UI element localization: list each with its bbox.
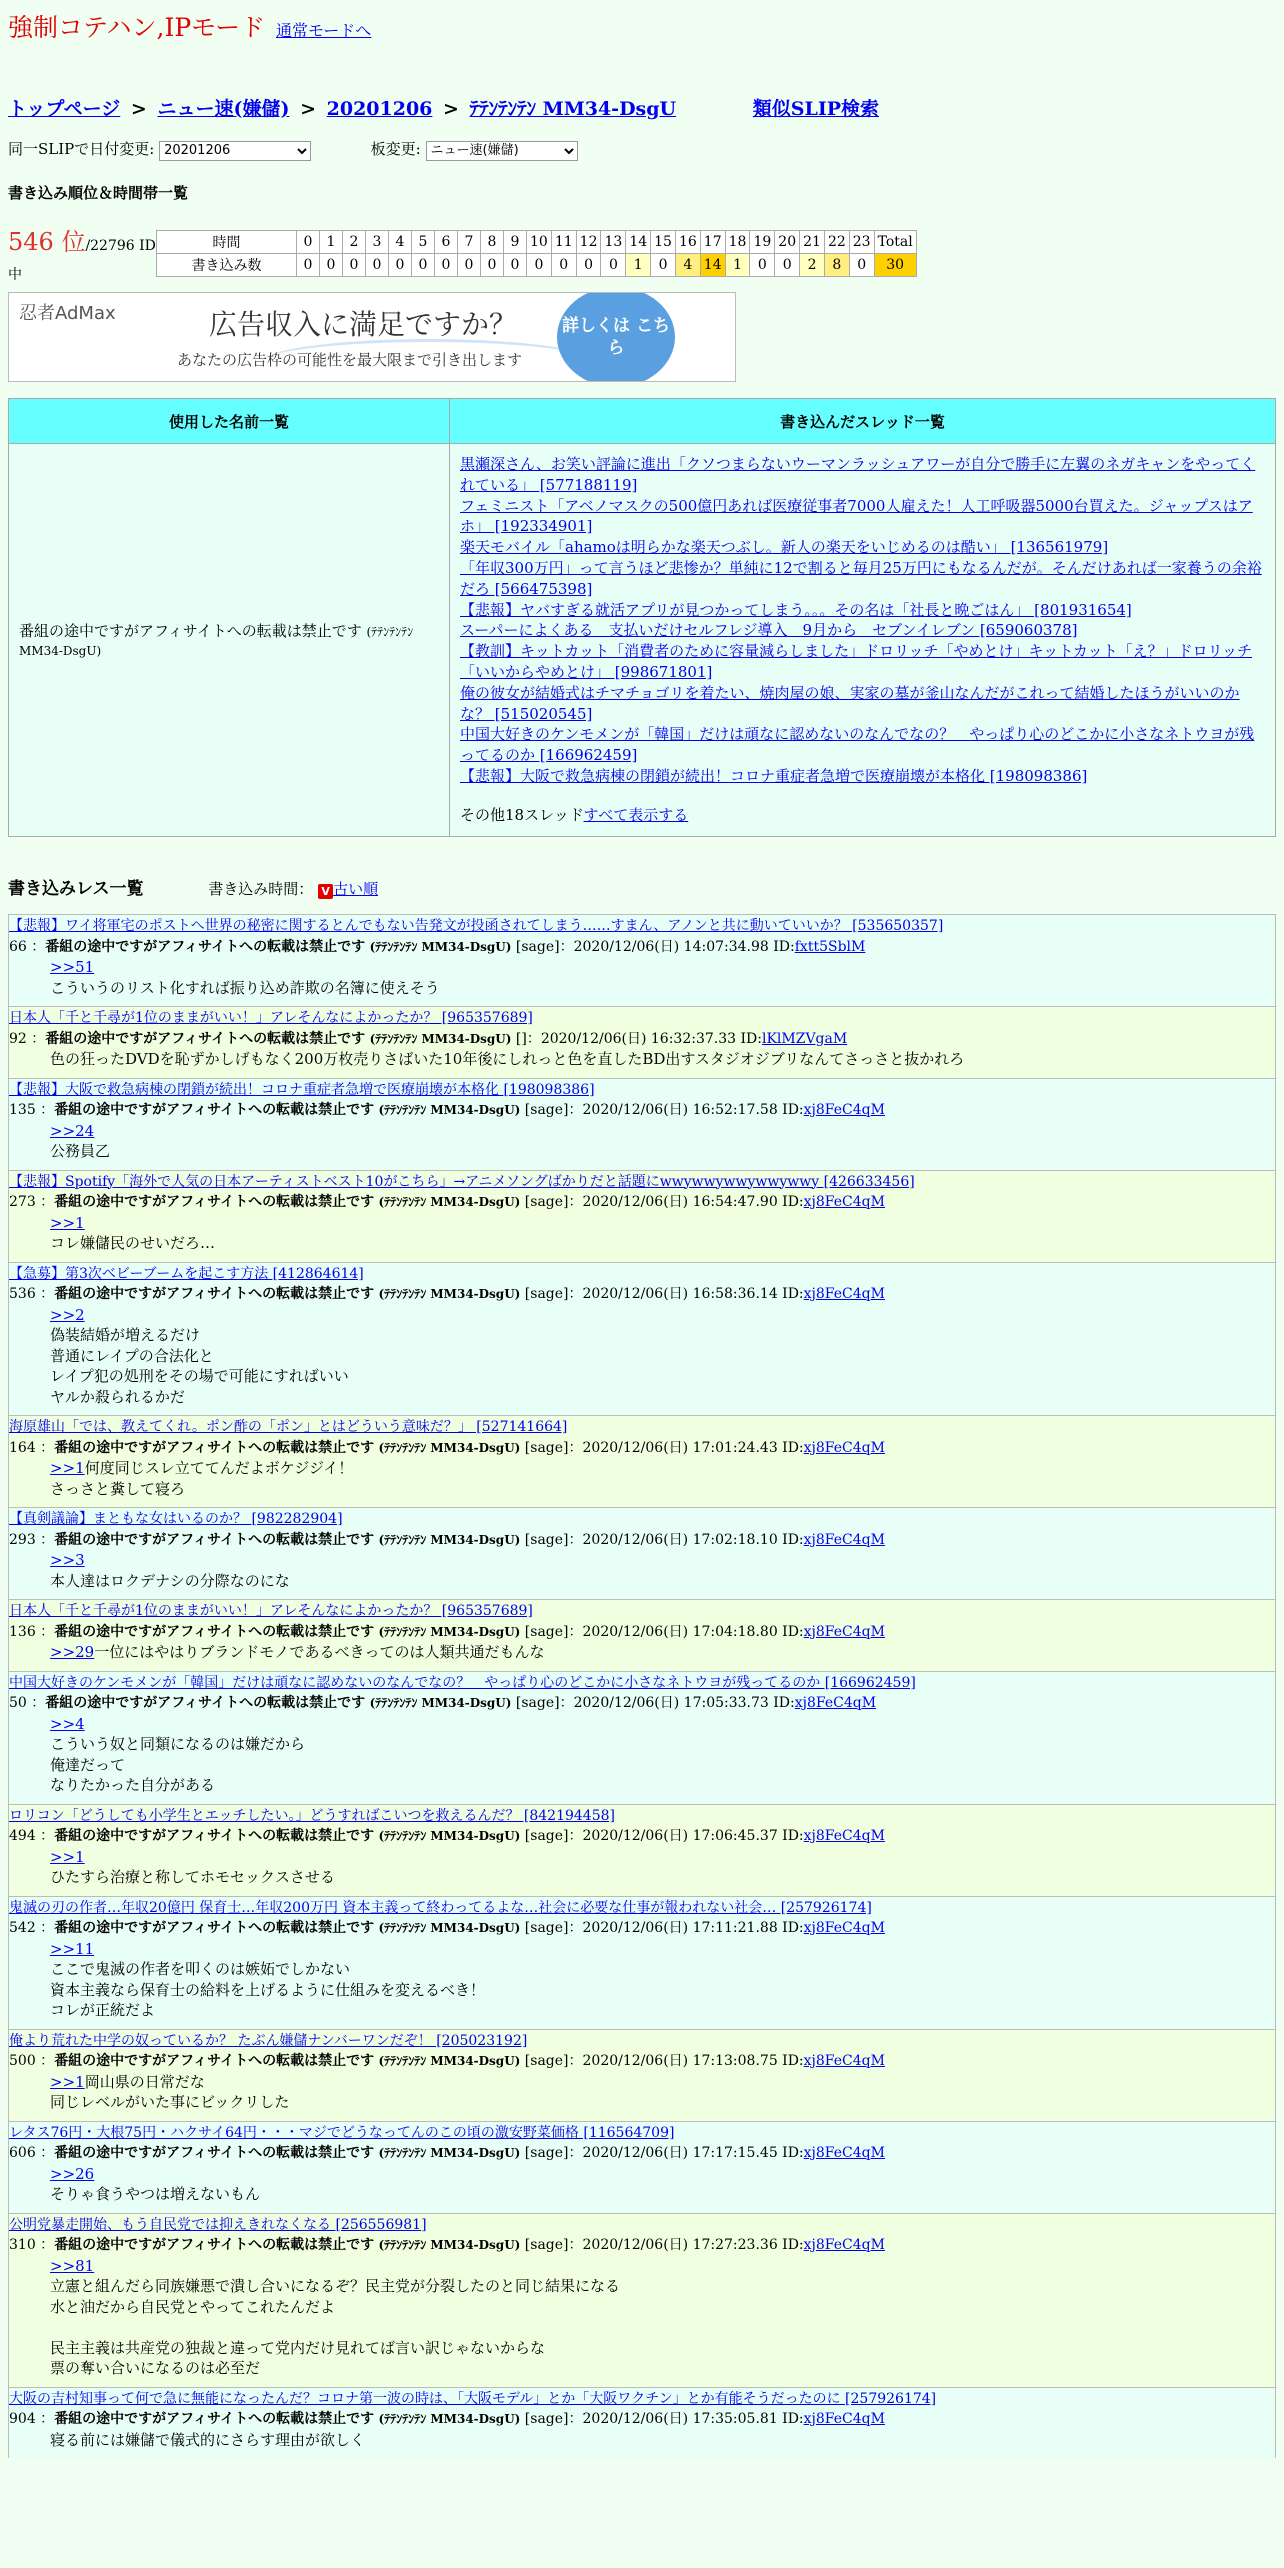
post-body [9,1714,1275,1796]
post-body [9,2072,1275,2113]
post-date: 2020/12/06(日) 16:58:36.14 ID: [582,1286,804,1302]
post-text: ここで鬼滅の作者を叩くのは嫉妬でしかない [50,1960,351,1978]
posts-title: 書き込みレス一覧 [8,879,144,899]
count-cell: 0 [343,254,366,277]
post-date: 2020/12/06(日) 16:52:17.58 ID: [582,1102,804,1118]
post-name: 番組の途中ですがアフィサイトへの転載は禁止です [54,1102,375,1118]
post-date: 2020/12/06(日) 17:02:18.10 ID: [582,1531,804,1548]
post-meta: 92 ：番組の途中ですがアフィサイトへの転載は禁止です (ﾃﾃﾝﾃﾝﾃﾝ MM34-DsgU) []：2020/12/06(日) 16:32:37.33 ID:lKlMZVgaM [9,1030,848,1047]
breadcrumb-sep: > [443,98,459,120]
post-meta: 904 ：番組の途中ですがアフィサイトへの転載は禁止です (ﾃﾃﾝﾃﾝﾃﾝ MM34-DsgU) [sage]：2020/12/06(日) 17:35:05.81 ID:xj8FeC4qM [9,2411,885,2427]
post-date: 2020/12/06(日) 16:54:47.90 ID: [582,1194,804,1210]
post-number: 542 [9,1920,36,1936]
post-body [9,2164,1275,2205]
post-text: 岡山県の日常だな [84,2072,205,2091]
post-mail: [sage]： [520,1920,583,1936]
poster-name: 番組の途中ですがアフィサイトへの転載は禁止です [19,622,362,641]
post-date: 2020/12/06(日) 17:35:05.81 ID: [582,2411,804,2427]
post-trip: (ﾃﾃﾝﾃﾝﾃﾝ MM34-DsgU) [369,939,512,954]
more-threads: その他18スレッドすべて表示する [460,805,689,824]
post-mail: [sage]： [520,1102,583,1118]
name-cell [9,444,450,837]
thread-cell [450,444,1276,837]
reply-anchor-link[interactable]: >>81 [50,2256,95,2275]
post-thread-link[interactable]: 大阪の吉村知事って何で急に無能になったんだ？コロナ第一波の時は、「大阪モデル」とか「大阪ワクチン」とか有能そうだったのに [257926174] [9,2390,937,2407]
post-text: ひたすら治療と称してホモセックスさせる [50,1868,335,1886]
post-number: 536 [9,1286,36,1302]
breadcrumb-id[interactable]: ﾃﾃﾝﾃﾝﾃﾝ MM34-DsgU [469,98,677,120]
post-date: 2020/12/06(日) 17:11:21.88 ID: [582,1920,804,1936]
poster-trip: (ﾃﾃﾝﾃﾝﾃﾝ MM34-DsgU) [19,625,414,659]
hour-cell: 12 [576,231,601,254]
post-item [8,914,1276,1006]
post-trip: (ﾃﾃﾝﾃﾝﾃﾝ MM34-DsgU) [378,1921,521,1935]
post-trip: (ﾃﾃﾝﾃﾝﾃﾝ MM34-DsgU) [369,1696,512,1710]
post-number: 494 [9,1828,36,1844]
hour-cell: 3 [366,231,389,254]
post-date: 2020/12/06(日) 16:32:37.33 ID: [540,1030,762,1047]
post-id-link[interactable]: xj8FeC4qM [803,1286,885,1302]
post-body [9,1305,1275,1408]
post-trip: (ﾃﾃﾝﾃﾝﾃﾝ MM34-DsgU) [369,1031,512,1046]
post-trip: (ﾃﾃﾝﾃﾝﾃﾝ MM34-DsgU) [378,1103,521,1117]
count-cell: 0 [651,254,676,277]
post-name: 番組の途中ですがアフィサイトへの転載は禁止です [54,1439,375,1456]
post-body [9,1121,1275,1162]
post-item [8,2213,1276,2387]
reply-anchor-link[interactable]: >>29 [50,1643,95,1661]
post-text: ヤルか殺られるかだ [50,1387,185,1406]
breadcrumb-sep: > [300,98,316,120]
post-text: そりゃ食うやつは増えないもん [50,2185,261,2203]
post-id-link[interactable]: xj8FeC4qM [803,1439,885,1456]
post-number: 164 [9,1439,36,1456]
breadcrumb [8,94,879,121]
post-mail: [sage]： [520,1531,583,1548]
hours-label: 時間 [157,231,297,254]
post-number: 135 [9,1102,36,1118]
post-meta: 606 ：番組の途中ですがアフィサイトへの転載は禁止です (ﾃﾃﾝﾃﾝﾃﾝ MM34-DsgU) [sage]：2020/12/06(日) 17:17:15.45 ID:xj8FeC4qM [9,2145,885,2161]
hour-cell: 10 [527,231,552,254]
post-meta: 50 ：番組の途中ですがアフィサイトへの転載は禁止です (ﾃﾃﾝﾃﾝﾃﾝ MM34-DsgU) [sage]：2020/12/06(日) 17:05:33.73 ID:xj8FeC4qM [9,1695,877,1711]
posts-header [8,874,378,899]
hour-cell: 13 [601,231,626,254]
reply-anchor-link[interactable]: >>26 [50,2164,95,2183]
post-text: 水と油だから自民党とやってこれたんだよ [50,2297,336,2316]
post-item [8,1804,1276,1896]
count-cell: 0 [576,254,601,277]
post-id-link[interactable]: xj8FeC4qM [803,1920,885,1936]
post-meta: 494 ：番組の途中ですがアフィサイトへの転載は禁止です (ﾃﾃﾝﾃﾝﾃﾝ MM34-DsgU) [sage]：2020/12/06(日) 17:06:45.37 ID:xj8FeC4qM [9,1828,885,1844]
ad-banner[interactable] [8,292,736,382]
post-trip: (ﾃﾃﾝﾃﾝﾃﾝ MM34-DsgU) [378,1195,521,1209]
post-date: 2020/12/06(日) 17:01:24.43 ID: [582,1439,804,1456]
count-cell: 0 [389,254,412,277]
hour-cell: 19 [750,231,775,254]
post-id-link[interactable]: xj8FeC4qM [803,2145,885,2161]
reply-anchor-link[interactable]: >>1 [50,1213,85,1232]
post-meta: 293 ：番組の途中ですがアフィサイトへの転載は禁止です (ﾃﾃﾝﾃﾝﾃﾝ MM34-DsgU) [sage]：2020/12/06(日) 17:02:18.10 ID:xj8FeC4qM [9,1531,885,1548]
threads-column-header: 書き込んだスレッド一覧 [450,399,1276,444]
ad-subtext: あなたの広告枠の可能性を最大限まで引き出します [177,351,523,369]
post-number: 92 [9,1030,27,1047]
post-thread-link[interactable]: ロリコン「どうしても小学生とエッチしたい。」どうすればこいつを救えるんだ？ [842194458] [9,1807,615,1824]
post-item [8,1599,1276,1671]
post-text: 民主主義は共産党の独裁と違って党内だけ見れてば言い訳じゃないからな [50,2338,546,2357]
post-id-link[interactable]: xj8FeC4qM [803,1531,885,1548]
count-cell: 14 [700,254,725,277]
count-cell: 30 [874,254,916,277]
post-number: 136 [9,1623,36,1640]
sort-oldest-link[interactable]: 古い順 [333,880,379,898]
date-select[interactable] [159,141,311,161]
post-thread-link[interactable]: 公明党暴走開始、もう自民党では抑えきれなくなる [256556981] [9,2216,427,2233]
post-number: 293 [9,1531,36,1548]
post-trip: (ﾃﾃﾝﾃﾝﾃﾝ MM34-DsgU) [378,1287,521,1301]
post-thread-link[interactable]: 【悲報】Spotify「海外で人気の日本アーティストベスト10がこちら」→アニメソングばかりだと話題にwwywwywwywwywwy [426633456] [9,1173,915,1190]
ad-brand: 忍者AdMax [19,303,116,324]
post-text: 公務員乙 [50,1142,111,1160]
post-name: 番組の途中ですがアフィサイトへの転載は禁止です [54,2411,375,2427]
post-body [9,2256,1275,2379]
post-trip: (ﾃﾃﾝﾃﾝﾃﾝ MM34-DsgU) [378,1624,521,1639]
hour-cell: 22 [824,231,849,254]
count-cell: 4 [675,254,700,277]
thread-link[interactable]: 【教訓】キットカット「消費者のために容量減らしました」ドロリッチ「やめとけ」キットカット「え？」ドロリッチ「いいからやめとけ」 [998671801] [460,642,1253,681]
post-number: 606 [9,2145,36,2161]
thread-link[interactable]: 「年収300万円」って言うほど悲惨か？単純に12で割ると毎月25万円にもなるんだが。そんだけあれば一家養うの余裕だろ [566475398] [460,558,1262,598]
post-text: 寝る前には嫌儲で儀式的にさらす理由が欲しく [50,2430,366,2449]
post-date: 2020/12/06(日) 17:04:18.80 ID: [582,1623,804,1640]
sort-icon: V [318,884,333,899]
post-id-link[interactable]: xj8FeC4qM [803,1623,885,1640]
post-text: 普通にレイプの合法化と [50,1346,214,1365]
post-name: 番組の途中ですがアフィサイトへの転載は禁止です [45,938,366,955]
post-id-link[interactable]: xj8FeC4qM [803,2053,885,2069]
post-trip: (ﾃﾃﾝﾃﾝﾃﾝ MM34-DsgU) [378,1440,521,1455]
post-thread-link[interactable]: 中国大好きのケンモメンが「韓国」だけは頑なに認めないのなんでなの？ やっぱり心のどこかに小さなネトウヨが残ってるのか [166962459] [9,1674,916,1691]
thread-link[interactable]: 【悲報】ヤバすぎる就活アプリが見つかってしまう。。。その名は「社長と晩ごはん」 [801931654] [460,600,1132,619]
post-text: 俺達だって [50,1755,126,1774]
post-thread-link[interactable]: 日本人「千と千尋が1位のままがいい！」アレそんなによかったか？ [965357689] [9,1010,533,1026]
hour-cell: 1 [320,231,343,254]
post-text: コレが正統だよ [50,2001,156,2019]
hour-cell: 5 [412,231,435,254]
post-thread-link[interactable]: 【悲報】ワイ将軍宅のポストへ世界の秘密に関するとんでもない告発文が投函されてしまう……すまん、アノンと共に動いていいか？ [535650357] [9,918,944,934]
post-thread-link[interactable]: 俺より荒れた中学の奴っているか？ たぶん嫌儲ナンバーワンだぞ！ [205023192] [9,2032,528,2049]
hour-cell: 4 [389,231,412,254]
reply-anchor-link[interactable]: >>1 [50,2072,85,2091]
post-item [8,1006,1276,1078]
post-text [50,2317,1275,2338]
hour-cell: 21 [800,231,825,254]
post-trip: (ﾃﾃﾝﾃﾝﾃﾝ MM34-DsgU) [378,1532,521,1547]
thread-link[interactable]: 楽天モバイル「ahamoは明らかな楽天つぶし。新人の楽天をいじめるのは酷い」 [136561979] [460,538,1109,557]
count-cell: 0 [504,254,527,277]
post-text: 偽装結婚が増えるだけ [50,1326,201,1344]
post-text: 立憲と組んだら同族嫌悪で潰し合いになるぞ？民主党が分裂したのと同じ結果になる [50,2277,621,2295]
thread-link[interactable]: 黒瀬深さん、お笑い評論に進出「クソつまらないウーマンラッシュアワーが自分で勝手に左翼のネガキャンをやってくれている」 [577188119] [460,455,1256,494]
breadcrumb-top[interactable]: トップページ [8,98,121,120]
board-select-label: 板変更: [370,140,421,158]
names-threads-table [8,398,1276,837]
post-text: 色の狂ったDVDを恥ずかしげもなく200万枚売りさばいた10年後にしれっと色を直したBD出すスタジオジブリなんてさっさと抜かれろ [50,1050,965,1068]
breadcrumb-sep: > [130,98,147,120]
reply-anchor-link[interactable]: >>2 [50,1305,85,1324]
post-meta: 310 ：番組の途中ですがアフィサイトへの転載は禁止です (ﾃﾃﾝﾃﾝﾃﾝ MM34-DsgU) [sage]：2020/12/06(日) 17:27:23.36 ID:xj8FeC4qM [9,2237,885,2253]
breadcrumb-board[interactable]: ニュー速(嫌儲) [157,98,290,120]
post-meta: 136 ：番組の途中ですがアフィサイトへの転載は禁止です (ﾃﾃﾝﾃﾝﾃﾝ MM34-DsgU) [sage]：2020/12/06(日) 17:04:18.80 ID:xj8FeC4qM [9,1623,885,1640]
count-cell: 8 [824,254,849,277]
rank-block [8,222,917,285]
post-mail: [sage]： [520,1286,583,1302]
rank-heading: 書き込み順位＆時間帯一覧 [8,184,189,202]
reply-anchor-link[interactable]: >>4 [50,1714,85,1733]
hour-cell: 8 [481,231,504,254]
post-id-link[interactable]: fxtt5SblM [794,938,866,955]
post-id-link[interactable]: xj8FeC4qM [803,1194,885,1210]
hour-cell: 6 [435,231,458,254]
posts-list [8,914,1276,2458]
show-all-threads-link[interactable]: すべて表示する [583,805,689,824]
count-cell: 0 [527,254,552,277]
post-item [8,1078,1276,1170]
post-thread-link[interactable]: 日本人「千と千尋が1位のままがいい！」アレそんなによかったか？ [965357689] [9,1603,533,1619]
counts-label: 書き込み数 [157,254,297,277]
post-text: 資本主義なら保育士の給料を上げるように仕組みを変えるべき！ [50,1980,486,1999]
hour-cell: 2 [343,231,366,254]
hourly-table [156,230,917,277]
hour-cell: 0 [297,231,320,254]
post-id-link[interactable]: xj8FeC4qM [803,2237,885,2253]
post-body [9,957,1275,998]
post-name: 番組の途中ですがアフィサイトへの転載は禁止です [54,2145,375,2161]
post-id-link[interactable]: lKlMZVgaM [761,1030,848,1047]
post-body [9,1847,1275,1888]
thread-link[interactable]: スーパーによくある 支払いだけセルフレジ導入 9月から セブンイレブン [659060378] [460,621,1078,640]
similar-slip-link[interactable]: 類似SLIP検索 [752,98,879,120]
post-body [9,1642,1275,1663]
post-name: 番組の途中ですがアフィサイトへの転載は禁止です [45,1695,366,1711]
post-text: こういうのリスト化すれば振り込め詐欺の名簿に使えそう [50,978,440,997]
reply-anchor-link[interactable]: >>11 [50,1939,95,1958]
post-date: 2020/12/06(日) 17:13:08.75 ID: [582,2053,804,2069]
count-cell: 0 [775,254,800,277]
post-text: 票の奪い合いになるのは必至だ [50,2359,261,2377]
post-trip: (ﾃﾃﾝﾃﾝﾃﾝ MM34-DsgU) [378,2412,521,2426]
post-thread-link[interactable]: レタス76円・大根75円・ハクサイ64円・・・マジでどうなってんのこの頃の激安野菜価格 [116564709] [9,2124,675,2141]
post-body [9,1939,1275,2021]
post-name: 番組の途中ですがアフィサイトへの転載は禁止です [54,1623,375,1640]
reply-anchor-link[interactable]: >>1 [50,1847,85,1866]
post-body [9,1550,1275,1591]
post-meta: 500 ：番組の途中ですがアフィサイトへの転載は禁止です (ﾃﾃﾝﾃﾝﾃﾝ MM34-DsgU) [sage]：2020/12/06(日) 17:13:08.75 ID:xj8FeC4qM [9,2053,885,2069]
mode-title: 強制コテハン,IPモード [8,13,266,42]
post-mail: [sage]： [520,2053,583,2069]
post-id-link[interactable]: xj8FeC4qM [803,1828,885,1844]
hour-cell: 20 [775,231,800,254]
post-trip: (ﾃﾃﾝﾃﾝﾃﾝ MM34-DsgU) [378,1829,521,1843]
count-cell: 1 [626,254,651,277]
board-select[interactable] [426,141,578,161]
post-name: 番組の途中ですがアフィサイトへの転載は禁止です [54,1531,375,1548]
count-cell: 0 [412,254,435,277]
mode-header [8,8,371,44]
hour-cell: 7 [458,231,481,254]
post-mail: [sage]： [511,1695,574,1711]
post-name: 番組の途中ですがアフィサイトへの転載は禁止です [54,1828,375,1844]
ad-details-button[interactable]: 詳しくは こちら [557,292,675,382]
post-item [8,2387,1276,2459]
thread-link[interactable]: フェミニスト「アベノマスクの500億円あれば医療従事者7000人雇えた！人工呼吸器5000台買えた。ジャップスはアホ」 [192334901] [460,496,1253,536]
post-name: 番組の途中ですがアフィサイトへの転載は禁止です [54,1194,375,1210]
post-date: 2020/12/06(日) 17:06:45.37 ID: [582,1828,804,1844]
count-cell: 0 [481,254,504,277]
count-cell: 0 [458,254,481,277]
post-mail: [sage]： [520,1623,583,1640]
post-body [9,1049,1275,1070]
post-item [8,1170,1276,1262]
post-text: 本人達はロクデナシの分際なのにな [50,1571,290,1590]
post-mail: []： [511,1030,541,1047]
breadcrumb-date[interactable]: 20201206 [326,98,433,120]
post-number: 273 [9,1194,36,1210]
post-date: 2020/12/06(日) 17:27:23.36 ID: [582,2237,804,2253]
hour-cell: 18 [725,231,750,254]
count-cell: 0 [435,254,458,277]
post-meta: 273 ：番組の途中ですがアフィサイトへの転載は禁止です (ﾃﾃﾝﾃﾝﾃﾝ MM34-DsgU) [sage]：2020/12/06(日) 16:54:47.90 ID:xj8FeC4qM [9,1194,885,1210]
post-meta: 164 ：番組の途中ですがアフィサイトへの転載は禁止です (ﾃﾃﾝﾃﾝﾃﾝ MM34-DsgU) [sage]：2020/12/06(日) 17:01:24.43 ID:xj8FeC4qM [9,1439,885,1456]
selector-row [8,138,578,161]
hour-cell: 15 [651,231,676,254]
reply-anchor-link[interactable]: >>24 [50,1121,95,1140]
post-thread-link[interactable]: 【真剣議論】まともな女はいるのか？ [982282904] [9,1511,343,1527]
post-id-link[interactable]: xj8FeC4qM [794,1695,877,1711]
post-text: コレ嫌儲民のせいだろ… [50,1234,216,1252]
post-mail: [sage]： [511,938,574,955]
post-number: 904 [9,2411,36,2427]
post-item [8,2121,1276,2213]
post-item [8,1262,1276,1416]
thread-link[interactable]: 俺の彼女が結婚式はチマチョゴリを着たい、焼肉屋の娘、実家の墓が釜山なんだがこれって結婚したほうがいいのかな？ [515020545] [460,683,1240,723]
post-text: 何度同じスレ立ててんだよボケジジイ！ [84,1459,354,1477]
names-column-header: 使用した名前一覧 [9,399,450,444]
count-cell: 0 [551,254,576,277]
hour-cell: 17 [700,231,725,254]
post-date: 2020/12/06(日) 17:05:33.73 ID: [573,1695,795,1711]
post-thread-link[interactable]: 【悲報】大阪で救急病棟の閉鎖が続出！コロナ重症者急増で医療崩壊が本格化 [198098386] [9,1081,595,1098]
post-date: 2020/12/06(日) 17:17:15.45 ID: [582,2145,804,2161]
post-number: 310 [9,2237,36,2253]
count-cell: 1 [725,254,750,277]
reply-anchor-link[interactable]: >>51 [50,958,95,976]
thread-link[interactable]: 【悲報】大阪で救急病棟の閉鎖が続出！コロナ重症者急増で医療崩壊が本格化 [198098386] [460,766,1088,785]
post-mail: [sage]： [520,2411,583,2427]
post-meta: 66 ：番組の途中ですがアフィサイトへの転載は禁止です (ﾃﾃﾝﾃﾝﾃﾝ MM34-DsgU) [sage]：2020/12/06(日) 14:07:34.98 ID:fxtt5SblM [9,938,866,955]
date-select-label: 同一SLIPで日付変更: [8,140,155,158]
post-item [8,1671,1276,1804]
post-trip: (ﾃﾃﾝﾃﾝﾃﾝ MM34-DsgU) [378,2146,521,2160]
thread-link[interactable]: 中国大好きのケンモメンが「韓国」だけは頑なに認めないのなんでなの？ やっぱり心のどこかに小さなネトウヨが残ってるのか [166962459] [460,725,1255,765]
count-cell: 0 [601,254,626,277]
post-text: さっさと糞して寝ろ [50,1479,186,1498]
post-meta: 135 ：番組の途中ですがアフィサイトへの転載は禁止です (ﾃﾃﾝﾃﾝﾃﾝ MM34-DsgU) [sage]：2020/12/06(日) 16:52:17.58 ID:xj8FeC4qM [9,1102,885,1118]
post-item [8,1507,1276,1599]
reply-anchor-link[interactable]: >>3 [50,1551,85,1569]
post-meta: 536 ：番組の途中ですがアフィサイトへの転載は禁止です (ﾃﾃﾝﾃﾝﾃﾝ MM34-DsgU) [sage]：2020/12/06(日) 16:58:36.14 ID:xj8FeC4qM [9,1286,885,1302]
post-thread-link[interactable]: 鬼滅の刃の作者…年収20億円 保育士…年収200万円 資本主義って終わってるよな…社会に必要な仕事が報われない社会… [257926174] [9,1899,872,1916]
post-number: 66 [9,938,27,955]
post-name: 番組の途中ですがアフィサイトへの転載は禁止です [45,1030,366,1047]
post-name: 番組の途中ですがアフィサイトへの転載は禁止です [54,1920,375,1936]
post-body [9,1458,1275,1499]
post-trip: (ﾃﾃﾝﾃﾝﾃﾝ MM34-DsgU) [378,2238,521,2252]
hour-cell: Total [874,231,916,254]
post-text: なりたかった自分がある [50,1776,216,1794]
post-item [8,2029,1276,2121]
count-cell: 0 [750,254,775,277]
post-date: 2020/12/06(日) 14:07:34.98 ID: [573,938,795,955]
count-cell: 0 [366,254,389,277]
post-number: 500 [9,2053,36,2069]
sort-label: 書き込み時間： [208,880,314,898]
post-item [8,1415,1276,1507]
post-mail: [sage]： [520,1828,583,1844]
count-cell: 2 [800,254,825,277]
post-meta: 542 ：番組の途中ですがアフィサイトへの転載は禁止です (ﾃﾃﾝﾃﾝﾃﾝ MM34-DsgU) [sage]：2020/12/06(日) 17:11:21.88 ID:xj8FeC4qM [9,1920,885,1936]
count-cell: 0 [849,254,874,277]
post-body [9,2430,1275,2451]
hour-cell: 16 [675,231,700,254]
post-mail: [sage]： [520,1194,583,1210]
post-text: 同じレベルがいた事にビックリした [50,2093,290,2111]
rank-value: 546 位/22796 ID中 [8,228,156,283]
post-id-link[interactable]: xj8FeC4qM [803,2411,885,2427]
post-item [8,1896,1276,2029]
hour-cell: 23 [849,231,874,254]
post-trip: (ﾃﾃﾝﾃﾝﾃﾝ MM34-DsgU) [378,2054,521,2068]
post-mail: [sage]： [520,1439,583,1456]
count-cell: 0 [320,254,343,277]
reply-anchor-link[interactable]: >>1 [50,1459,85,1477]
post-thread-link[interactable]: 海原雄山「では、教えてくれ。ポン酢の「ポン」とはどういう意味だ？」 [527141664] [9,1419,568,1435]
post-number: 50 [9,1695,27,1711]
normal-mode-link[interactable]: 通常モードへ [275,21,372,40]
hour-cell: 14 [626,231,651,254]
ad-headline: 広告収入に満足ですか？ [209,308,518,341]
post-mail: [sage]： [520,2237,583,2253]
post-text: こういう奴と同類になるのは嫌だから [50,1735,306,1753]
post-name: 番組の途中ですがアフィサイトへの転載は禁止です [54,2237,375,2253]
hour-cell: 9 [504,231,527,254]
count-cell: 0 [297,254,320,277]
post-text: レイプ犯の処刑をその場で可能にすればいい [50,1367,349,1385]
hour-cell: 11 [551,231,576,254]
post-id-link[interactable]: xj8FeC4qM [803,1102,885,1118]
post-mail: [sage]： [520,2145,583,2161]
post-thread-link[interactable]: 【急募】第3次ベビーブームを起こす方法 [412864614] [9,1265,364,1282]
post-name: 番組の途中ですがアフィサイトへの転載は禁止です [54,1286,375,1302]
post-text: 一位にはやはりブランドモノであるべきってのは人類共通だもんな [94,1643,545,1661]
post-name: 番組の途中ですがアフィサイトへの転載は禁止です [54,2053,375,2069]
post-body [9,1213,1275,1254]
